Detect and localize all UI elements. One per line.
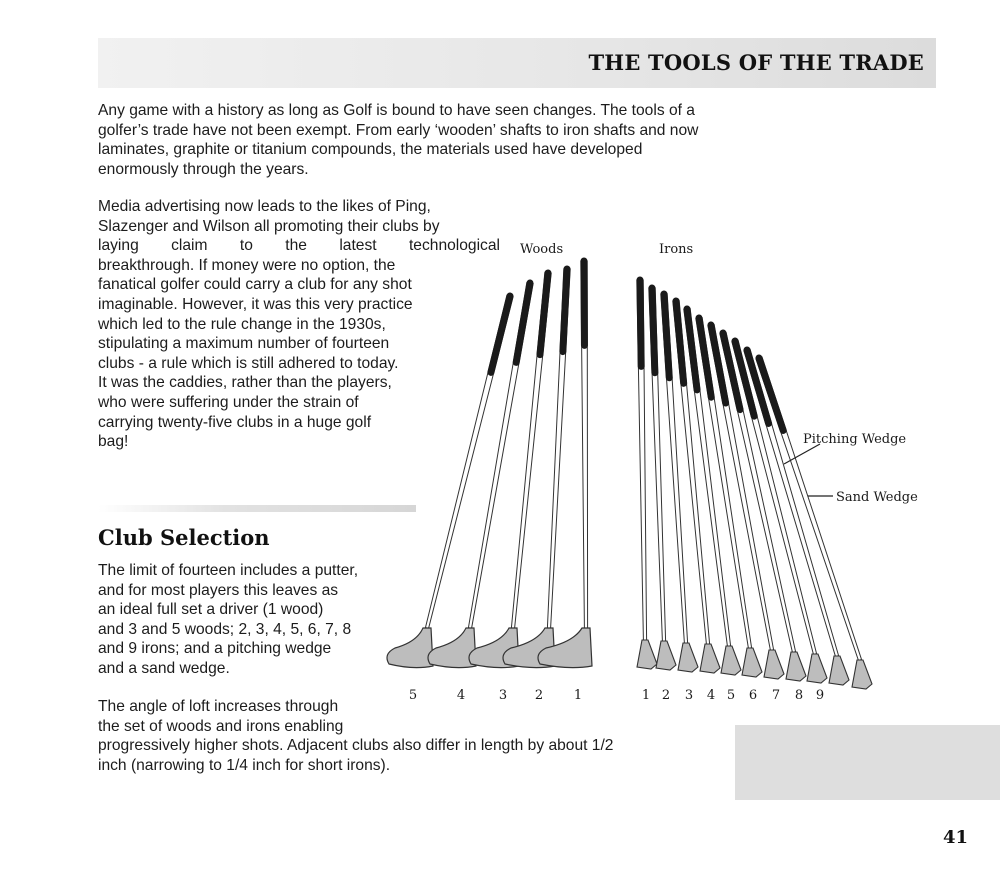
text-line: who were suffering under the strain of <box>98 393 359 411</box>
wood-head <box>428 628 476 668</box>
iron-head <box>700 644 720 673</box>
text-line: imaginable. However, it was this very practice <box>98 295 413 313</box>
section-heading: Club Selection <box>98 525 270 550</box>
text-line: which led to the rule change in the 1930s, <box>98 315 386 333</box>
iron-head <box>786 652 806 681</box>
text-line: breakthrough. If money were no option, the <box>98 256 396 274</box>
text-line: carrying twenty-five clubs in a huge golf <box>98 413 372 431</box>
text-line: clubs - a rule which is still adhered to today. <box>98 354 399 372</box>
iron-head <box>637 640 657 669</box>
wood-numbers <box>409 688 582 703</box>
iron-club <box>649 288 676 670</box>
text-line: The limit of fourteen includes a putter, <box>98 562 359 579</box>
text-line: Slazenger and Wilson all promoting their clubs by <box>98 217 440 235</box>
text-line: and a sand wedge. <box>98 659 230 677</box>
text-line: Media advertising now leads to the likes of Ping, <box>98 198 431 215</box>
wood-number: 3 <box>498 688 508 703</box>
iron-number: 3 <box>684 688 694 703</box>
iron-head <box>807 654 827 683</box>
text-line: and 9 irons; and a pitching wedge <box>98 640 332 658</box>
woods-label: Woods <box>520 242 564 257</box>
page-number: 41 <box>942 827 968 848</box>
text-line: The angle of loft increases through <box>98 698 339 715</box>
wood-number: 1 <box>573 688 583 703</box>
iron-number: 9 <box>815 688 825 703</box>
club-grip <box>640 280 641 366</box>
club-grip <box>540 273 548 355</box>
club-grip <box>664 294 669 378</box>
club-grip <box>563 269 567 352</box>
text-line: It was the caddies, rather than the players, <box>98 374 392 392</box>
iron-head <box>829 656 849 685</box>
text-line: progressively higher shots. Adjacent clubs also differ in length by about 1/2 <box>98 737 614 755</box>
text-line: and for most players this leaves as <box>98 581 339 599</box>
text-line: inch (narrowing to 1/4 inch for short irons). <box>98 756 391 774</box>
wood-club <box>428 282 533 667</box>
iron-number: 2 <box>661 688 671 703</box>
iron-numbers <box>642 688 824 703</box>
woods-group <box>387 261 592 668</box>
iron-club <box>744 349 849 685</box>
iron-head <box>656 641 676 670</box>
sand-wedge-label: Sand Wedge <box>836 490 918 505</box>
wood-number: 2 <box>534 688 544 703</box>
iron-head <box>852 660 872 689</box>
page-title: THE TOOLS OF THE TRADE <box>588 50 924 75</box>
iron-head <box>764 650 784 679</box>
iron-number: 4 <box>706 688 716 703</box>
wood-number: 5 <box>408 688 418 703</box>
club-grip <box>491 296 510 372</box>
iron-club <box>756 357 872 689</box>
text-line: the set of woods and irons enabling <box>98 717 344 735</box>
irons-label: Irons <box>659 242 694 257</box>
text-line: an ideal full set a driver (1 wood) <box>98 601 324 619</box>
text-line: fanatical golfer could carry a club for any shot <box>98 276 412 294</box>
iron-head <box>742 648 762 677</box>
irons-group <box>637 280 872 689</box>
iron-number: 7 <box>771 688 781 703</box>
text-line: and 3 and 5 woods; 2, 3, 4, 5, 6, 7, 8 <box>98 620 352 638</box>
pitching-wedge-label: Pitching Wedge <box>803 432 907 447</box>
iron-number: 1 <box>641 688 651 703</box>
iron-number: 5 <box>726 688 736 703</box>
wood-number: 4 <box>456 688 466 703</box>
iron-head <box>721 646 741 675</box>
iron-head <box>678 643 698 672</box>
wood-head <box>387 628 433 668</box>
wood-club <box>469 273 551 668</box>
club-grip <box>652 288 655 373</box>
text-line: laying claim to the latest technological <box>98 237 500 255</box>
iron-number: 6 <box>748 688 758 703</box>
text-line: stipulating a maximum number of fourteen <box>98 335 390 353</box>
iron-number: 8 <box>794 688 804 703</box>
intro-paragraph: Any game with a history as long as Golf is bound to have seen changes. The tools of a golfer’s trade have not been exempt. From early ‘wooden’ shafts to iron shafts and now laminates, graphite or titanium compounds, the materials used have developed enormously through the years. <box>98 102 699 178</box>
club-grip <box>516 283 530 362</box>
club-grip <box>676 301 684 383</box>
text-line: bag! <box>98 433 129 451</box>
